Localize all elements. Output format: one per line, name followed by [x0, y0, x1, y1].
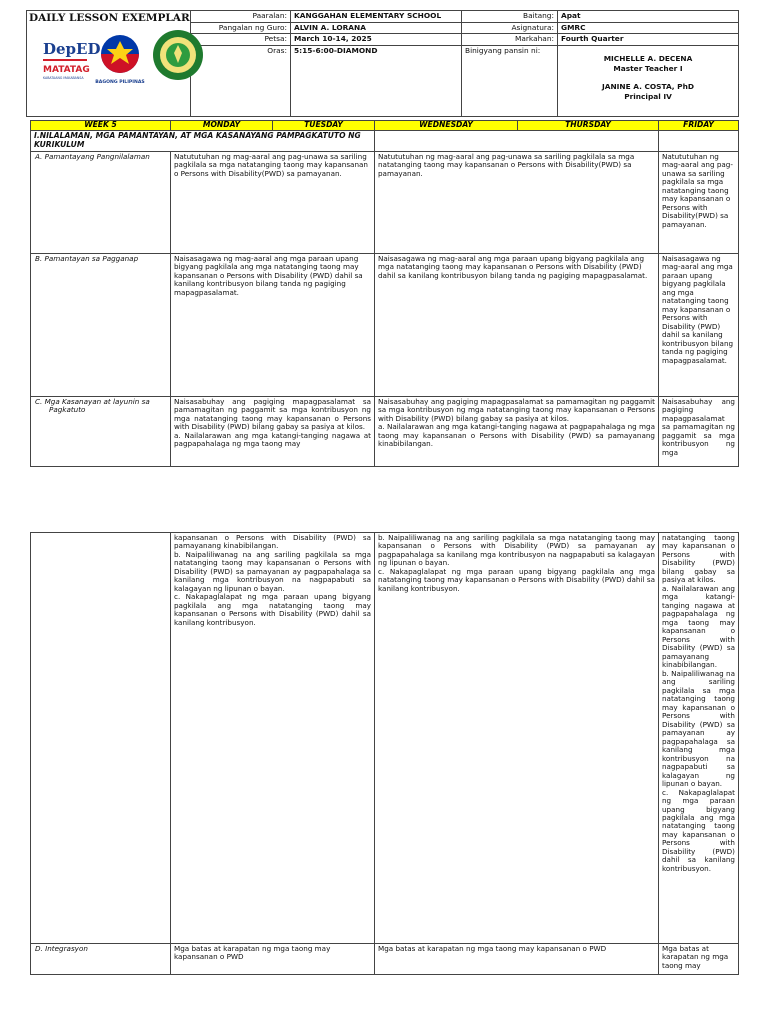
- baitang-label: Baitang:: [462, 11, 558, 23]
- deped-logo-text: DepED: [43, 40, 101, 59]
- cell-d-monday: Mga batas at karapatan ng mga taong may kapansanan o PWD: [171, 944, 375, 975]
- cell-c-wednesday-item-a: a. Nailalarawan ang mga katangi-tanging nagawa at pagpapahalaga ng mga taong may kapansanan o Persons with Disability (PWD) sa pamayanang kinabibilangan.: [378, 422, 655, 449]
- oras-label: Oras:: [191, 46, 291, 117]
- bagong-pilipinas-text: BAGONG PILIPINAS: [95, 80, 145, 86]
- week-label: WEEK 5: [31, 121, 171, 131]
- cell-c-wednesday-continued: [375, 533, 659, 944]
- cell-c-wednesday: [375, 396, 659, 466]
- asignatura-label: Asignatura:: [462, 22, 558, 34]
- asignatura-value: GMRC: [558, 22, 739, 34]
- row-label-d: D. Integrasyon: [31, 944, 171, 975]
- cell-b-monday: Naisasagawa ng mag-aaral ang mga paraan upang bigyang pagkilala ang mga natatanging taong may kapansanan o Persons with Disability (PWD) dahil sa kanilang kontribusyon bilang tanda ng pagiging mapagpasalamat.: [171, 253, 375, 396]
- section-title: I.NILALAMAN, MGA PAMANTAYAN, AT MGA KASANAYANG PAMPAGKATUTO NG KURIKULUM: [31, 130, 375, 151]
- cell-c-wednesday-item-c: c. Nakapaglalapat ng mga paraan upang bigyang pagkilala ang mga natatanging taong may kapansanan o Persons with Disability (PWD) dahil sa kanilang kontribusyon.: [378, 566, 655, 593]
- lesson-table: [30, 120, 739, 467]
- day-thursday: THURSDAY: [518, 121, 659, 131]
- oras-value: 5:15-6:00-DIAMOND: [291, 46, 462, 117]
- markahan-label: Markahan:: [462, 34, 558, 46]
- cell-c-monday-text: Naisasabuhay ang pagiging mapagpasalamat sa pamamagitan ng paggamit sa mga kontribusyon ng mga natatanging taong may kapansanan o Persons with Disability (PWD) bilang gabay sa pasiya at kilos.: [174, 396, 371, 432]
- section-title-row: [31, 130, 739, 151]
- row-label-c: C. Mga Kasanayan at layunin sa Pagkatuto: [31, 396, 171, 466]
- logo-strip: [29, 24, 188, 94]
- matatag-logo-subtext: KABATAANG MAKABANSA: [43, 76, 84, 81]
- paaralan-value: KANGGAHAN ELEMENTARY SCHOOL: [291, 11, 462, 23]
- signatory-name-1: MICHELLE A. DECENA: [603, 54, 693, 64]
- row-label-c-continued: [31, 533, 171, 944]
- deped-logo-icon: [39, 32, 101, 84]
- document-title: DAILY LESSON EXEMPLAR: [29, 12, 190, 24]
- cell-c-friday-item-a: a. Nailalarawan ang mga katangi-tanging nagawa at pagpapahalaga ng mga taong may kapansanan o Persons with Disability (PWD) sa pamayanang kinabibilangan.: [662, 583, 735, 670]
- cell-d-friday: Mga batas at karapatan ng mga taong may: [659, 944, 739, 975]
- row-label-b: B. Pamantayan sa Pagganap: [31, 253, 171, 396]
- table-row: [31, 944, 739, 975]
- table-row: [31, 396, 739, 466]
- guro-value: ALVIN A. LORANA: [291, 22, 462, 34]
- cell-c-friday-item-c: c. Nakapaglalapat ng mga paraan upang bigyang pagkilala ang mga natatanging taong may kapansanan o Persons with Disability (PWD) dahil sa kanilang kontribusyon.: [662, 787, 735, 873]
- cell-c-friday-cont-text: natatanging taong may kapansanan o Persons with Disability (PWD) bilang gabay sa pasiya at kilos.: [662, 533, 735, 585]
- lesson-table-continued: [30, 532, 739, 975]
- day-wednesday: WEDNESDAY: [375, 121, 518, 131]
- cell-d-wednesday: Mga batas at karapatan ng mga taong may kapansanan o PWD: [375, 944, 659, 975]
- signatory-title-1: Master Teacher I: [613, 63, 683, 73]
- binigyang-label: Binigyang pansin ni:: [462, 46, 558, 117]
- paaralan-label: Paaralan:: [191, 11, 291, 23]
- day-tuesday: TUESDAY: [273, 121, 375, 131]
- signatories-block: [558, 46, 739, 117]
- cell-c-monday-item-b: b. Naipaliliwanag na ang sariling pagkilala sa mga natatanging taong may kapansanan o Persons with Disability (PWD) sa pamayanan ay pagpapahalaga sa kanilang mga kontribusyon na nagpapabuti sa kalagayan ng lipunan o bayan.: [174, 549, 371, 593]
- row-label-a: A. Pamantayang Pangnilalaman: [31, 151, 171, 253]
- guro-label: Pangalan ng Guro:: [191, 22, 291, 34]
- cell-c-friday-continued: [659, 533, 739, 944]
- petsa-label: Petsa:: [191, 34, 291, 46]
- cell-c-monday-item-c: c. Nakapaglalapat ng mga paraan upang bigyang pagkilala ang mga natatanging taong may kapansanan o Persons with Disability (PWD) dahil sa kanilang kontribusyon.: [174, 592, 371, 627]
- cell-c-friday-item-b: b. Naipaliliwanag na ang sariling pagkilala sa mga natatanging taong may kapansanan o Persons with Disability (PWD) sa pamayanan ay pagpapahalaga sa kanilang mga kontribusyon na nagpapabuti sa kalagayan ng lipunan o bayan.: [662, 668, 735, 789]
- day-monday: MONDAY: [171, 121, 273, 131]
- matatag-logo-text: MATATAG: [43, 65, 90, 76]
- signatory-name-2: JANINE A. COSTA, PhD: [602, 82, 694, 92]
- cell-c-monday-item-a: a. Nailalarawan ang mga katangi-tanging nagawa at pagpapahalaga ng mga taong may: [174, 430, 371, 449]
- school-seal-icon: [151, 28, 205, 82]
- cell-c-monday-continued: [171, 533, 375, 944]
- cell-b-friday: Naisasagawa ng mag-aaral ang mga paraan upang bigyang pagkilala ang mga natatanging taong may kapansanan o Persons with Disability (PWD) dahil sa kanilang kontribusyon bilang tanda ng pagiging mapagpasalamat.: [659, 253, 739, 396]
- cell-a-wednesday: Natututuhan ng mag-aaral ang pag-unawa sa sariling pagkilala sa mga natatanging taong may kapansanan o Persons with Disability(PWD) sa pamayanan.: [375, 151, 659, 253]
- table-row: [31, 151, 739, 253]
- cell-b-wednesday: Naisasagawa ng mag-aaral ang mga paraan upang bigyang pagkilala ang mga natatanging taong may kapansanan o Persons with Disability (PWD) dahil sa kanilang kontribusyon bilang tanda ng pagiging mapagpasalamat.: [375, 253, 659, 396]
- day-friday: FRIDAY: [659, 121, 739, 131]
- table-row: [31, 533, 739, 944]
- cell-c-monday-cont-text: kapansanan o Persons with Disability (PWD) sa pamayanang kinabibilangan.: [174, 533, 371, 551]
- cell-a-monday: Natututuhan ng mag-aaral ang pag-unawa sa sariling pagkilala sa mga natatanging taong may kapansanan o Persons with Disability(PWD) sa pamayanan.: [171, 151, 375, 253]
- cell-c-friday: Naisasabuhay ang pagiging mapagpasalamat sa pamamagitan ng paggamit sa mga kontribusyon ng mga: [659, 396, 739, 466]
- day-header-row: [31, 121, 739, 131]
- table-row: [31, 253, 739, 396]
- header-table: [26, 10, 739, 117]
- cell-c-monday: [171, 396, 375, 466]
- cell-a-friday: Natututuhan ng mag-aaral ang pag-unawa sa sariling pagkilala sa mga natatanging taong may kapansanan o Persons with Disability(PWD) sa pamayanan.: [659, 151, 739, 253]
- baitang-value: Apat: [558, 11, 739, 23]
- cell-c-wednesday-text: Naisasabuhay ang pagiging mapagpasalamat sa pamamagitan ng paggamit sa mga kontribusyon ng mga natatanging taong may kapansanan o Persons with Disability (PWD) bilang gabay sa pasiya at kilos.: [378, 396, 655, 423]
- signatory-title-2: Principal IV: [624, 92, 672, 102]
- cell-c-wednesday-item-b: b. Naipaliliwanag na ang sariling pagkilala sa mga natatanging taong may kapansanan o Persons with Disability (PWD) sa pamayanan ay pagpapahalaga sa kanilang mga kontribusyon na nagpapabuti sa kalagayan ng lipunan o bayan.: [378, 533, 655, 568]
- bagong-pilipinas-logo-icon: [95, 32, 145, 86]
- logo-cell: [27, 11, 191, 117]
- markahan-value: Fourth Quarter: [558, 34, 739, 46]
- petsa-value: March 10-14, 2025: [291, 34, 462, 46]
